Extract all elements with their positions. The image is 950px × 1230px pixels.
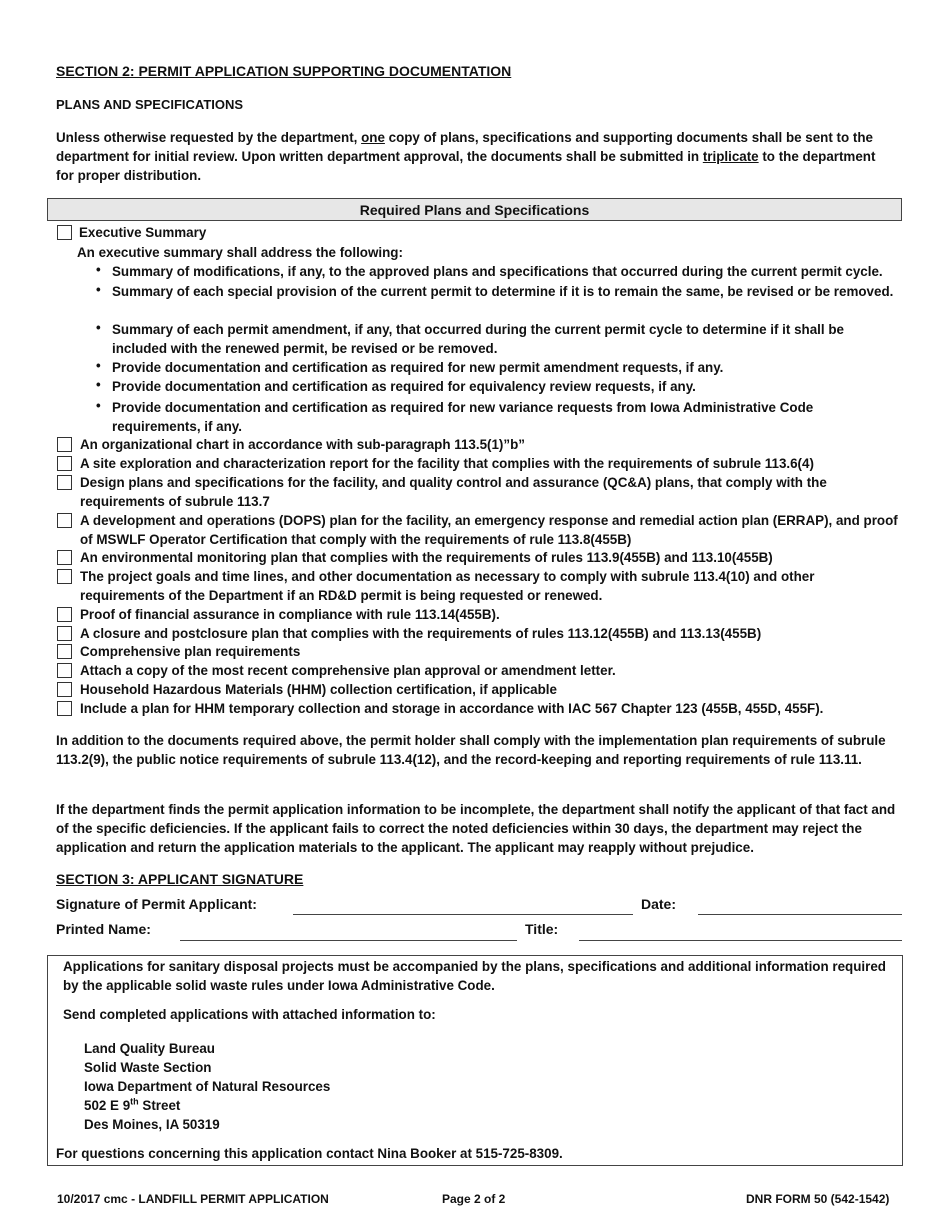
checkbox-financial-assurance[interactable] [57, 607, 72, 622]
plans-subheading: PLANS AND SPECIFICATIONS [56, 97, 244, 112]
checkbox-comprehensive-plan[interactable] [57, 644, 72, 659]
intro-paragraph: Unless otherwise requested by the department, one copy of plans, specifications and supporting documents shall be sent to the department for initial review. Upon written department approval, the documents shall be submitted in triplicate to the department for proper distribution. [56, 130, 876, 183]
executive-summary-lead: An executive summary shall address the following: [77, 245, 403, 260]
checkbox-hhm-plan[interactable] [57, 701, 72, 716]
footer-left: 10/2017 cmc - LANDFILL PERMIT APPLICATION [57, 1192, 329, 1206]
incomplete-paragraph: If the department finds the permit application information to be incomplete, the department shall notify the applicant of that fact and of the specific deficiencies. If the applicant fails to correct the noted deficiencies within 30 days, the department may reject the application and return the application materials to the applicant. The applicant may reapply without prejudice. [56, 802, 896, 855]
section2-title: SECTION 2: PERMIT APPLICATION SUPPORTING DOCUMENTATION [56, 63, 512, 79]
signature-field[interactable] [293, 914, 633, 915]
exec-bullet-3: Summary of each permit amendment, if any, that occurred during the current permit cycle to determine if it shall be included with the renewed permit, be revised or be removed. [112, 322, 844, 356]
checkbox-design-plans[interactable] [57, 475, 72, 490]
item-closure-plan: A closure and postclosure plan that complies with the requirements of rules 113.12(455B) and 113.13(455B) [80, 626, 762, 641]
item-approval-letter: Attach a copy of the most recent comprehensive plan approval or amendment letter. [80, 663, 616, 678]
item-design-plans: Design plans and specifications for the facility, and quality control and assurance (QC&A) plans, that comply with the requirements of subrule 113.7 [80, 475, 827, 509]
item-hhm-plan: Include a plan for HHM temporary collection and storage in accordance with IAC 567 Chapter 123 (455B, 455D, 455F). [80, 701, 824, 716]
bullet-icon: • [96, 320, 101, 335]
printed-name-label: Printed Name: [56, 921, 151, 937]
item-environmental-monitoring: An environmental monitoring plan that complies with the requirements of rules 113.9(455B) and 113.10(455B) [80, 550, 773, 565]
title-label: Title: [525, 921, 559, 937]
checkbox-executive-summary[interactable] [57, 225, 72, 240]
checkbox-dops-plan[interactable] [57, 513, 72, 528]
checkbox-closure-plan[interactable] [57, 626, 72, 641]
address-line-2: Solid Waste Section [84, 1060, 212, 1075]
item-comprehensive-plan: Comprehensive plan requirements [80, 644, 301, 659]
address-city: Des Moines, IA 50319 [84, 1117, 220, 1132]
requirement-text: Applications for sanitary disposal projects must be accompanied by the plans, specifications and additional information required by the applicable solid waste rules under Iowa Administrative Code. [63, 959, 886, 993]
bullet-icon: • [96, 377, 101, 392]
exec-bullet-6: Provide documentation and certification as required for new variance requests from Iowa Administrative Code requirements, if any. [112, 400, 814, 434]
bullet-icon: • [96, 358, 101, 373]
exec-bullet-2: Summary of each special provision of the current permit to determine if it is to remain the same, be revised or be removed. [112, 284, 894, 299]
bullet-icon: • [96, 282, 101, 297]
item-hhm-certification: Household Hazardous Materials (HHM) collection certification, if applicable [80, 682, 557, 697]
checkbox-project-goals[interactable] [57, 569, 72, 584]
checkbox-hhm-certification[interactable] [57, 682, 72, 697]
address-street: 502 E 9th Street [84, 1096, 181, 1113]
checkbox-environmental-monitoring[interactable] [57, 550, 72, 565]
executive-summary-label: Executive Summary [79, 225, 207, 240]
contact-text: For questions concerning this application contact Nina Booker at 515-725-8309. [56, 1146, 563, 1161]
exec-bullet-1: Summary of modifications, if any, to the approved plans and specifications that occurred during the current permit cycle. [112, 264, 883, 279]
item-financial-assurance: Proof of financial assurance in compliance with rule 113.14(455B). [80, 607, 500, 622]
footer-page-number: Page 2 of 2 [442, 1192, 506, 1206]
item-org-chart: An organizational chart in accordance with sub-paragraph 113.5(1)”b” [80, 437, 525, 452]
bullet-icon: • [96, 262, 101, 277]
exec-bullet-5: Provide documentation and certification as required for equivalency review requests, if any. [112, 379, 696, 394]
bullet-icon: • [96, 398, 101, 413]
address-line-1: Land Quality Bureau [84, 1041, 215, 1056]
section3-title: SECTION 3: APPLICANT SIGNATURE [56, 871, 304, 887]
item-dops-plan: A development and operations (DOPS) plan for the facility, an emergency response and remedial action plan (ERRAP), and proof of MSWLF Operator Certification that comply with the requirements of rule 113.8(455B) [80, 513, 898, 547]
exec-bullet-4: Provide documentation and certification as required for new permit amendment requests, if any. [112, 360, 724, 375]
date-field[interactable] [698, 914, 902, 915]
addition-paragraph: In addition to the documents required above, the permit holder shall comply with the implementation plan requirements of subrule 113.2(9), the public notice requirements of subrule 113.4(12), and the record-keeping and reporting requirements of rule 113.11. [56, 733, 886, 767]
printed-name-field[interactable] [180, 940, 517, 941]
checkbox-org-chart[interactable] [57, 437, 72, 452]
title-field[interactable] [579, 940, 902, 941]
item-site-exploration: A site exploration and characterization report for the facility that complies with the requirements of subrule 113.6(4) [80, 456, 814, 471]
checkbox-site-exploration[interactable] [57, 456, 72, 471]
checkbox-approval-letter[interactable] [57, 663, 72, 678]
footer-form-number: DNR FORM 50 (542-1542) [746, 1192, 890, 1206]
date-label: Date: [641, 896, 677, 912]
signature-label: Signature of Permit Applicant: [56, 896, 257, 912]
address-line-3: Iowa Department of Natural Resources [84, 1079, 331, 1094]
send-to-text: Send completed applications with attached information to: [63, 1007, 436, 1022]
table-header: Required Plans and Specifications [47, 198, 902, 221]
mailing-address [84, 1039, 330, 1134]
item-project-goals: The project goals and time lines, and other documentation as necessary to comply with subrule 113.4(10) and other requirements of the Department if an RD&D permit is being requested or renewed. [80, 569, 815, 603]
